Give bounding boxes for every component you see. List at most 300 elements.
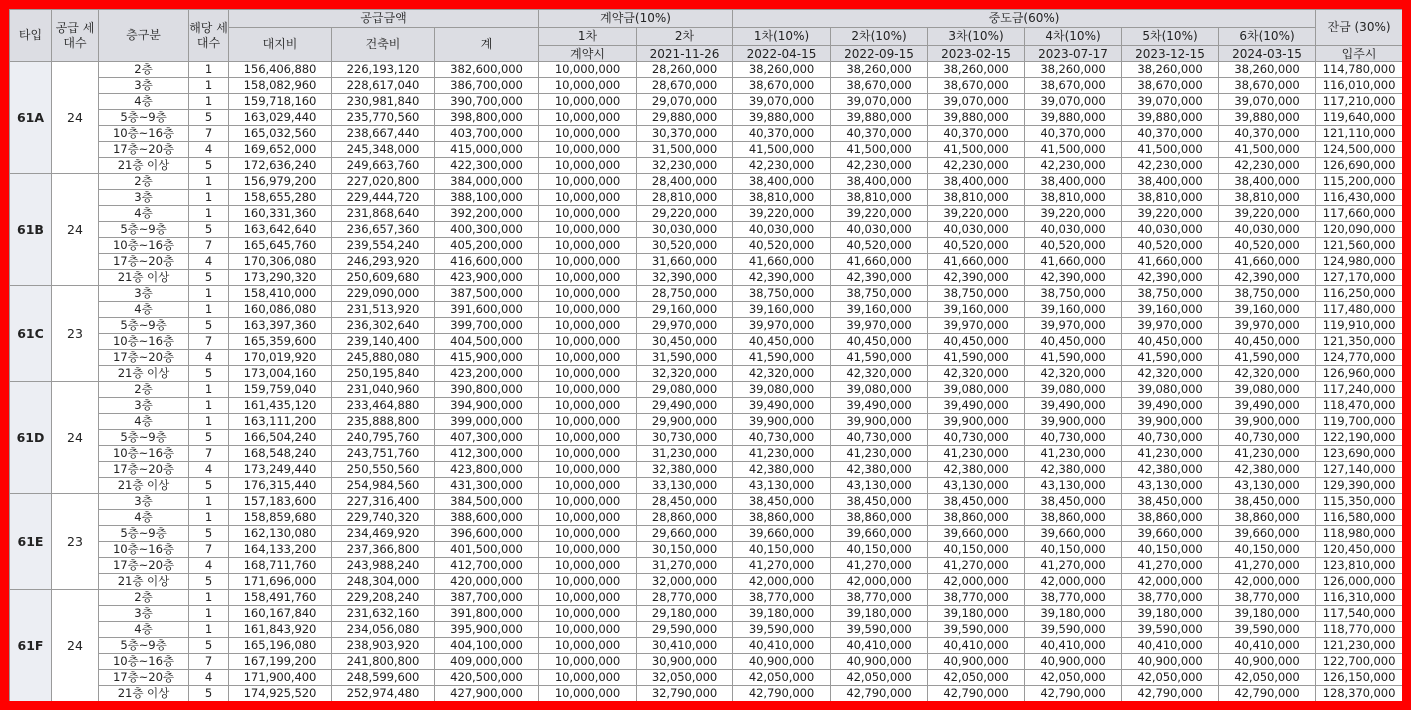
total-price-cell: 423,200,000 <box>435 366 539 382</box>
balance-cell: 116,250,000 <box>1316 286 1402 302</box>
mid-4-cell: 40,150,000 <box>1025 542 1122 558</box>
balance-cell: 124,770,000 <box>1316 350 1402 366</box>
contract-2-cell: 32,390,000 <box>637 270 733 286</box>
balance-cell: 128,370,000 <box>1316 686 1402 702</box>
mid-5-cell: 38,260,000 <box>1122 62 1219 78</box>
contract-1-cell: 10,000,000 <box>539 318 637 334</box>
contract-1-cell: 10,000,000 <box>539 382 637 398</box>
contract-2-cell: 30,410,000 <box>637 638 733 654</box>
balance-cell: 116,580,000 <box>1316 510 1402 526</box>
land-price-cell: 163,029,440 <box>229 110 332 126</box>
contract-2-cell: 33,130,000 <box>637 478 733 494</box>
land-price-cell: 162,130,080 <box>229 526 332 542</box>
mid-6-cell: 38,670,000 <box>1219 78 1316 94</box>
header-mid-1-date: 2022-04-15 <box>733 46 831 62</box>
contract-1-cell: 10,000,000 <box>539 542 637 558</box>
contract-2-cell: 30,520,000 <box>637 238 733 254</box>
balance-cell: 119,700,000 <box>1316 414 1402 430</box>
table-row <box>10 158 1403 174</box>
total-price-cell: 403,700,000 <box>435 126 539 142</box>
land-price-cell: 158,655,280 <box>229 190 332 206</box>
total-price-cell: 398,800,000 <box>435 110 539 126</box>
type-cell: 61A <box>10 62 52 174</box>
mid-5-cell: 40,900,000 <box>1122 654 1219 670</box>
mid-2-cell: 39,490,000 <box>831 398 928 414</box>
table-row <box>10 414 1403 430</box>
contract-1-cell: 10,000,000 <box>539 206 637 222</box>
header-contract: 계약금(10%) <box>539 10 733 28</box>
total-price-cell: 423,900,000 <box>435 270 539 286</box>
balance-cell: 119,910,000 <box>1316 318 1402 334</box>
mid-5-cell: 41,660,000 <box>1122 254 1219 270</box>
mid-4-cell: 43,130,000 <box>1025 478 1122 494</box>
mid-2-cell: 41,270,000 <box>831 558 928 574</box>
mid-6-cell: 42,320,000 <box>1219 366 1316 382</box>
land-price-cell: 165,645,760 <box>229 238 332 254</box>
mid-4-cell: 42,390,000 <box>1025 270 1122 286</box>
balance-cell: 117,210,000 <box>1316 94 1402 110</box>
mid-2-cell: 39,880,000 <box>831 110 928 126</box>
mid-1-cell: 38,810,000 <box>733 190 831 206</box>
mid-2-cell: 40,730,000 <box>831 430 928 446</box>
mid-4-cell: 39,220,000 <box>1025 206 1122 222</box>
table-row <box>10 350 1403 366</box>
contract-1-cell: 10,000,000 <box>539 254 637 270</box>
table-row <box>10 78 1403 94</box>
table-row <box>10 222 1403 238</box>
mid-1-cell: 39,970,000 <box>733 318 831 334</box>
mid-6-cell: 41,590,000 <box>1219 350 1316 366</box>
balance-cell: 116,310,000 <box>1316 590 1402 606</box>
header-supply-price: 공급금액 <box>229 10 539 28</box>
total-price-cell: 384,000,000 <box>435 174 539 190</box>
header-mid-2: 2차(10%) <box>831 28 928 46</box>
header-building: 건축비 <box>332 28 435 62</box>
balance-cell: 118,980,000 <box>1316 526 1402 542</box>
mid-2-cell: 41,500,000 <box>831 142 928 158</box>
mid-6-cell: 38,860,000 <box>1219 510 1316 526</box>
table-row <box>10 62 1403 78</box>
header-mid-3: 3차(10%) <box>928 28 1025 46</box>
mid-3-cell: 42,050,000 <box>928 670 1025 686</box>
supply-units-cell: 24 <box>52 62 99 174</box>
mid-2-cell: 42,050,000 <box>831 670 928 686</box>
units-per-floor-cell: 5 <box>189 574 229 590</box>
units-per-floor-cell: 5 <box>189 158 229 174</box>
mid-1-cell: 38,400,000 <box>733 174 831 190</box>
total-price-cell: 427,900,000 <box>435 686 539 702</box>
contract-2-cell: 29,070,000 <box>637 94 733 110</box>
land-price-cell: 171,900,400 <box>229 670 332 686</box>
land-price-cell: 171,696,000 <box>229 574 332 590</box>
total-price-cell: 405,200,000 <box>435 238 539 254</box>
land-price-cell: 156,979,200 <box>229 174 332 190</box>
table-row <box>10 270 1403 286</box>
mid-3-cell: 43,130,000 <box>928 478 1025 494</box>
mid-4-cell: 42,000,000 <box>1025 574 1122 590</box>
mid-3-cell: 39,900,000 <box>928 414 1025 430</box>
land-price-cell: 168,548,240 <box>229 446 332 462</box>
mid-4-cell: 42,050,000 <box>1025 670 1122 686</box>
table-row <box>10 590 1403 606</box>
floor-cell: 2층 <box>99 62 189 78</box>
mid-3-cell: 40,900,000 <box>928 654 1025 670</box>
table-row <box>10 110 1403 126</box>
mid-4-cell: 40,450,000 <box>1025 334 1122 350</box>
mid-1-cell: 39,220,000 <box>733 206 831 222</box>
building-price-cell: 243,751,760 <box>332 446 435 462</box>
mid-3-cell: 38,810,000 <box>928 190 1025 206</box>
land-price-cell: 165,032,560 <box>229 126 332 142</box>
header-mid-5: 5차(10%) <box>1122 28 1219 46</box>
units-per-floor-cell: 5 <box>189 638 229 654</box>
price-table-frame <box>9 9 1402 701</box>
mid-4-cell: 41,270,000 <box>1025 558 1122 574</box>
mid-2-cell: 38,670,000 <box>831 78 928 94</box>
supply-units-cell: 24 <box>52 590 99 702</box>
building-price-cell: 245,348,000 <box>332 142 435 158</box>
mid-5-cell: 42,790,000 <box>1122 686 1219 702</box>
mid-3-cell: 39,590,000 <box>928 622 1025 638</box>
contract-2-cell: 31,590,000 <box>637 350 733 366</box>
header-mid-5-date: 2023-12-15 <box>1122 46 1219 62</box>
mid-1-cell: 38,770,000 <box>733 590 831 606</box>
mid-5-cell: 39,590,000 <box>1122 622 1219 638</box>
land-price-cell: 166,504,240 <box>229 430 332 446</box>
mid-3-cell: 39,880,000 <box>928 110 1025 126</box>
units-per-floor-cell: 4 <box>189 142 229 158</box>
mid-6-cell: 39,900,000 <box>1219 414 1316 430</box>
units-per-floor-cell: 1 <box>189 206 229 222</box>
contract-1-cell: 10,000,000 <box>539 638 637 654</box>
units-per-floor-cell: 7 <box>189 238 229 254</box>
contract-2-cell: 32,320,000 <box>637 366 733 382</box>
mid-6-cell: 40,370,000 <box>1219 126 1316 142</box>
mid-2-cell: 41,230,000 <box>831 446 928 462</box>
mid-5-cell: 41,500,000 <box>1122 142 1219 158</box>
mid-1-cell: 40,410,000 <box>733 638 831 654</box>
mid-4-cell: 38,260,000 <box>1025 62 1122 78</box>
balance-cell: 118,770,000 <box>1316 622 1402 638</box>
land-price-cell: 158,859,680 <box>229 510 332 526</box>
mid-1-cell: 42,320,000 <box>733 366 831 382</box>
mid-4-cell: 38,860,000 <box>1025 510 1122 526</box>
table-row <box>10 638 1403 654</box>
land-price-cell: 161,843,920 <box>229 622 332 638</box>
mid-6-cell: 39,180,000 <box>1219 606 1316 622</box>
header-contract-1: 1차 <box>539 28 637 46</box>
contract-1-cell: 10,000,000 <box>539 238 637 254</box>
table-row <box>10 478 1403 494</box>
units-per-floor-cell: 4 <box>189 462 229 478</box>
supply-units-cell: 23 <box>52 286 99 382</box>
header-land: 대지비 <box>229 28 332 62</box>
mid-3-cell: 39,220,000 <box>928 206 1025 222</box>
building-price-cell: 235,888,800 <box>332 414 435 430</box>
land-price-cell: 158,491,760 <box>229 590 332 606</box>
mid-3-cell: 42,320,000 <box>928 366 1025 382</box>
contract-1-cell: 10,000,000 <box>539 78 637 94</box>
units-per-floor-cell: 1 <box>189 94 229 110</box>
floor-cell: 4층 <box>99 414 189 430</box>
mid-2-cell: 38,450,000 <box>831 494 928 510</box>
contract-1-cell: 10,000,000 <box>539 446 637 462</box>
contract-2-cell: 28,400,000 <box>637 174 733 190</box>
contract-1-cell: 10,000,000 <box>539 110 637 126</box>
mid-2-cell: 38,750,000 <box>831 286 928 302</box>
contract-1-cell: 10,000,000 <box>539 574 637 590</box>
mid-2-cell: 38,770,000 <box>831 590 928 606</box>
units-per-floor-cell: 7 <box>189 654 229 670</box>
mid-3-cell: 39,160,000 <box>928 302 1025 318</box>
balance-cell: 122,190,000 <box>1316 430 1402 446</box>
mid-5-cell: 38,860,000 <box>1122 510 1219 526</box>
mid-3-cell: 39,080,000 <box>928 382 1025 398</box>
mid-3-cell: 38,860,000 <box>928 510 1025 526</box>
mid-5-cell: 41,270,000 <box>1122 558 1219 574</box>
mid-2-cell: 40,900,000 <box>831 654 928 670</box>
table-row <box>10 174 1403 190</box>
total-price-cell: 395,900,000 <box>435 622 539 638</box>
building-price-cell: 250,609,680 <box>332 270 435 286</box>
mid-2-cell: 38,810,000 <box>831 190 928 206</box>
table-row <box>10 670 1403 686</box>
header-mid-3-date: 2023-02-15 <box>928 46 1025 62</box>
mid-2-cell: 42,390,000 <box>831 270 928 286</box>
mid-3-cell: 38,400,000 <box>928 174 1025 190</box>
header-contract-2-date: 2021-11-26 <box>637 46 733 62</box>
mid-6-cell: 40,030,000 <box>1219 222 1316 238</box>
contract-2-cell: 31,270,000 <box>637 558 733 574</box>
supply-units-cell: 24 <box>52 382 99 494</box>
supply-units-cell: 23 <box>52 494 99 590</box>
mid-6-cell: 43,130,000 <box>1219 478 1316 494</box>
mid-3-cell: 42,000,000 <box>928 574 1025 590</box>
balance-cell: 117,660,000 <box>1316 206 1402 222</box>
mid-2-cell: 42,000,000 <box>831 574 928 590</box>
building-price-cell: 229,740,320 <box>332 510 435 526</box>
table-row <box>10 654 1403 670</box>
land-price-cell: 159,718,160 <box>229 94 332 110</box>
mid-5-cell: 38,770,000 <box>1122 590 1219 606</box>
mid-4-cell: 38,450,000 <box>1025 494 1122 510</box>
table-row <box>10 334 1403 350</box>
mid-3-cell: 38,770,000 <box>928 590 1025 606</box>
balance-cell: 121,110,000 <box>1316 126 1402 142</box>
contract-1-cell: 10,000,000 <box>539 190 637 206</box>
mid-4-cell: 39,880,000 <box>1025 110 1122 126</box>
contract-2-cell: 30,450,000 <box>637 334 733 350</box>
total-price-cell: 391,600,000 <box>435 302 539 318</box>
mid-6-cell: 38,750,000 <box>1219 286 1316 302</box>
balance-cell: 124,500,000 <box>1316 142 1402 158</box>
mid-5-cell: 39,160,000 <box>1122 302 1219 318</box>
floor-cell: 5층~9층 <box>99 430 189 446</box>
table-row <box>10 526 1403 542</box>
total-price-cell: 423,800,000 <box>435 462 539 478</box>
contract-2-cell: 32,790,000 <box>637 686 733 702</box>
contract-2-cell: 28,750,000 <box>637 286 733 302</box>
units-per-floor-cell: 4 <box>189 254 229 270</box>
units-per-floor-cell: 5 <box>189 222 229 238</box>
contract-1-cell: 10,000,000 <box>539 462 637 478</box>
land-price-cell: 165,359,600 <box>229 334 332 350</box>
mid-6-cell: 41,660,000 <box>1219 254 1316 270</box>
total-price-cell: 431,300,000 <box>435 478 539 494</box>
contract-1-cell: 10,000,000 <box>539 654 637 670</box>
building-price-cell: 229,208,240 <box>332 590 435 606</box>
building-price-cell: 248,599,600 <box>332 670 435 686</box>
contract-2-cell: 30,730,000 <box>637 430 733 446</box>
total-price-cell: 422,300,000 <box>435 158 539 174</box>
units-per-floor-cell: 5 <box>189 318 229 334</box>
land-price-cell: 160,331,360 <box>229 206 332 222</box>
contract-2-cell: 29,160,000 <box>637 302 733 318</box>
contract-1-cell: 10,000,000 <box>539 286 637 302</box>
contract-2-cell: 32,000,000 <box>637 574 733 590</box>
building-price-cell: 231,632,160 <box>332 606 435 622</box>
land-price-cell: 159,759,040 <box>229 382 332 398</box>
units-per-floor-cell: 1 <box>189 78 229 94</box>
mid-2-cell: 39,590,000 <box>831 622 928 638</box>
land-price-cell: 161,435,120 <box>229 398 332 414</box>
floor-cell: 17층~20층 <box>99 558 189 574</box>
total-price-cell: 392,200,000 <box>435 206 539 222</box>
units-per-floor-cell: 1 <box>189 414 229 430</box>
units-per-floor-cell: 4 <box>189 670 229 686</box>
contract-2-cell: 28,860,000 <box>637 510 733 526</box>
balance-cell: 129,390,000 <box>1316 478 1402 494</box>
building-price-cell: 250,195,840 <box>332 366 435 382</box>
mid-4-cell: 40,520,000 <box>1025 238 1122 254</box>
mid-6-cell: 40,410,000 <box>1219 638 1316 654</box>
mid-5-cell: 39,220,000 <box>1122 206 1219 222</box>
mid-6-cell: 39,590,000 <box>1219 622 1316 638</box>
mid-2-cell: 42,790,000 <box>831 686 928 702</box>
balance-cell: 126,690,000 <box>1316 158 1402 174</box>
contract-2-cell: 29,900,000 <box>637 414 733 430</box>
mid-2-cell: 39,180,000 <box>831 606 928 622</box>
contract-1-cell: 10,000,000 <box>539 270 637 286</box>
mid-3-cell: 40,730,000 <box>928 430 1025 446</box>
total-price-cell: 396,600,000 <box>435 526 539 542</box>
contract-2-cell: 29,080,000 <box>637 382 733 398</box>
land-price-cell: 164,133,200 <box>229 542 332 558</box>
contract-2-cell: 29,490,000 <box>637 398 733 414</box>
mid-4-cell: 40,730,000 <box>1025 430 1122 446</box>
mid-3-cell: 41,500,000 <box>928 142 1025 158</box>
mid-6-cell: 39,070,000 <box>1219 94 1316 110</box>
floor-cell: 3층 <box>99 398 189 414</box>
table-row <box>10 446 1403 462</box>
total-price-cell: 415,000,000 <box>435 142 539 158</box>
contract-1-cell: 10,000,000 <box>539 126 637 142</box>
balance-cell: 117,540,000 <box>1316 606 1402 622</box>
floor-cell: 5층~9층 <box>99 110 189 126</box>
land-price-cell: 173,004,160 <box>229 366 332 382</box>
mid-3-cell: 38,260,000 <box>928 62 1025 78</box>
total-price-cell: 390,700,000 <box>435 94 539 110</box>
contract-1-cell: 10,000,000 <box>539 622 637 638</box>
mid-5-cell: 39,880,000 <box>1122 110 1219 126</box>
header-floor: 층구분 <box>99 10 189 62</box>
total-price-cell: 387,500,000 <box>435 286 539 302</box>
header-mid-4-date: 2023-07-17 <box>1025 46 1122 62</box>
mid-5-cell: 40,150,000 <box>1122 542 1219 558</box>
land-price-cell: 173,249,440 <box>229 462 332 478</box>
mid-1-cell: 39,880,000 <box>733 110 831 126</box>
floor-cell: 3층 <box>99 286 189 302</box>
table-row <box>10 430 1403 446</box>
contract-2-cell: 32,050,000 <box>637 670 733 686</box>
mid-3-cell: 38,670,000 <box>928 78 1025 94</box>
units-per-floor-cell: 7 <box>189 334 229 350</box>
balance-cell: 120,450,000 <box>1316 542 1402 558</box>
building-price-cell: 233,464,880 <box>332 398 435 414</box>
supply-units-cell: 24 <box>52 174 99 286</box>
mid-4-cell: 39,070,000 <box>1025 94 1122 110</box>
contract-2-cell: 30,030,000 <box>637 222 733 238</box>
table-row <box>10 238 1403 254</box>
units-per-floor-cell: 5 <box>189 478 229 494</box>
contract-1-cell: 10,000,000 <box>539 686 637 702</box>
mid-4-cell: 41,590,000 <box>1025 350 1122 366</box>
mid-3-cell: 42,390,000 <box>928 270 1025 286</box>
floor-cell: 17층~20층 <box>99 462 189 478</box>
mid-5-cell: 42,050,000 <box>1122 670 1219 686</box>
mid-4-cell: 38,810,000 <box>1025 190 1122 206</box>
building-price-cell: 239,554,240 <box>332 238 435 254</box>
floor-cell: 17층~20층 <box>99 670 189 686</box>
contract-2-cell: 32,230,000 <box>637 158 733 174</box>
mid-1-cell: 42,050,000 <box>733 670 831 686</box>
header-supply-units: 공급 세대수 <box>52 10 99 62</box>
mid-1-cell: 42,390,000 <box>733 270 831 286</box>
floor-cell: 5층~9층 <box>99 222 189 238</box>
total-price-cell: 420,000,000 <box>435 574 539 590</box>
table-row <box>10 622 1403 638</box>
floor-cell: 21층 이상 <box>99 478 189 494</box>
mid-6-cell: 39,220,000 <box>1219 206 1316 222</box>
mid-1-cell: 39,590,000 <box>733 622 831 638</box>
floor-cell: 10층~16층 <box>99 238 189 254</box>
mid-4-cell: 39,160,000 <box>1025 302 1122 318</box>
type-cell: 61B <box>10 174 52 286</box>
mid-2-cell: 39,070,000 <box>831 94 928 110</box>
contract-1-cell: 10,000,000 <box>539 302 637 318</box>
mid-4-cell: 40,370,000 <box>1025 126 1122 142</box>
building-price-cell: 240,795,760 <box>332 430 435 446</box>
total-price-cell: 390,800,000 <box>435 382 539 398</box>
mid-1-cell: 39,080,000 <box>733 382 831 398</box>
mid-5-cell: 38,810,000 <box>1122 190 1219 206</box>
table-row <box>10 462 1403 478</box>
mid-4-cell: 40,030,000 <box>1025 222 1122 238</box>
building-price-cell: 249,663,760 <box>332 158 435 174</box>
floor-cell: 10층~16층 <box>99 334 189 350</box>
balance-cell: 124,980,000 <box>1316 254 1402 270</box>
mid-6-cell: 40,520,000 <box>1219 238 1316 254</box>
type-cell: 61D <box>10 382 52 494</box>
mid-2-cell: 38,260,000 <box>831 62 928 78</box>
mid-1-cell: 40,900,000 <box>733 654 831 670</box>
header-middle-payment: 중도금(60%) <box>733 10 1316 28</box>
balance-cell: 117,480,000 <box>1316 302 1402 318</box>
floor-cell: 3층 <box>99 494 189 510</box>
mid-1-cell: 42,790,000 <box>733 686 831 702</box>
contract-2-cell: 28,450,000 <box>637 494 733 510</box>
balance-cell: 117,240,000 <box>1316 382 1402 398</box>
